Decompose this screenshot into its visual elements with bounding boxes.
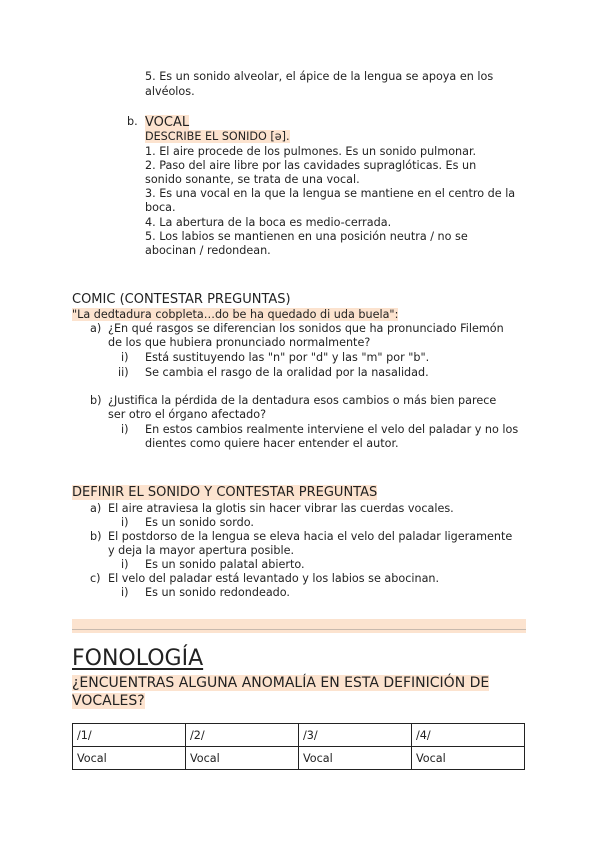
table-header-cell: /3/ (299, 724, 412, 747)
definir-a-text: El aire atraviesa la glotis sin hacer vibrar las cuerdas vocales. (108, 502, 454, 515)
definir-b-answer: Es un sonido palatal abierto. (145, 558, 305, 571)
fonologia-title: FONOLOGÍA (72, 646, 204, 671)
table-cell: Vocal (186, 747, 299, 770)
definir-b-i-marker: i) (121, 558, 129, 571)
vowels-table (72, 723, 525, 770)
comic-qb-marker: b) (90, 394, 102, 407)
definir-b-line2: y deja la mayor apertura posible. (108, 544, 295, 557)
comic-qa-answer-ii: Se cambia el rasgo de la oralidad por la nasalidad. (145, 366, 429, 379)
vocal-line-5: boca. (145, 201, 176, 214)
definir-b-marker: b) (90, 530, 102, 543)
definir-heading-text: DEFINIR EL SONIDO Y CONTESTAR PREGUNTAS (72, 485, 378, 500)
fonologia-question-line2: VOCALES? (72, 693, 145, 709)
comic-qa-ii-marker: ii) (118, 366, 129, 379)
table-row (73, 747, 525, 770)
definir-a-i-marker: i) (121, 516, 129, 529)
comic-qb-line2: ser otro el órgano afectado? (108, 408, 267, 421)
comic-qb-i-marker: i) (121, 423, 129, 436)
definir-c-text: El velo del paladar está levantado y los labios se abocinan. (108, 572, 440, 585)
vocal-line-2: 2. Paso del aire libre por las cavidades supraglóticas. Es un (145, 159, 477, 172)
table-header-cell: /4/ (412, 724, 525, 747)
vocal-subtitle-text: DESCRIBE EL SONIDO [ə]. (145, 130, 290, 143)
vocal-line-6: 4. La abertura de la boca es medio-cerrada. (145, 216, 392, 229)
comic-qa-answer-i: Está sustituyendo las "n" por "d" y las "m" por "b". (145, 351, 430, 364)
table-cell: Vocal (73, 747, 186, 770)
definir-a-marker: a) (90, 502, 102, 515)
vocal-line-8: abocinan / redondean. (145, 244, 271, 257)
vocal-subtitle (145, 130, 290, 144)
consonant-item-5-line1: 5. Es un sonido alveolar, el ápice de la lengua se apoya en los (145, 70, 494, 83)
table-header-cell: /2/ (186, 724, 299, 747)
fonologia-question-line1: ¿ENCUENTRAS ALGUNA ANOMALÍA EN ESTA DEFINICIÓN DE (72, 675, 490, 691)
comic-qb-line1: ¿Justifica la pérdida de la dentadura esos cambios o más bien parece (108, 394, 497, 407)
comic-qa-line2: de los que hubiera pronunciado normalmente? (108, 336, 371, 349)
vocal-line-4: 3. Es una vocal en la que la lengua se mantiene en el centro de la (145, 187, 516, 200)
table-cell: Vocal (299, 747, 412, 770)
table-header-cell: /1/ (73, 724, 186, 747)
vocal-heading (145, 115, 189, 131)
section-divider (72, 619, 526, 633)
comic-qa-marker: a) (90, 322, 102, 335)
definir-a-answer: Es un sonido sordo. (145, 516, 254, 529)
definir-heading (72, 485, 377, 501)
comic-qb-answer-i-line2: dientes como quiere hacer entender el autor. (145, 437, 399, 450)
comic-quote (72, 308, 398, 322)
comic-quote-text: "La dedtadura cobpleta…do be ha quedado di uda buela": (72, 308, 399, 321)
definir-c-answer: Es un sonido redondeado. (145, 586, 290, 599)
definir-c-i-marker: i) (121, 586, 129, 599)
definir-b-line1: El postdorso de la lengua se eleva hacia el velo del paladar ligeramente (108, 530, 513, 543)
vocal-heading-text: VOCAL (145, 115, 190, 130)
consonant-item-5-line2: alvéolos. (145, 85, 195, 98)
vocal-line-1: 1. El aire procede de los pulmones. Es un sonido pulmonar. (145, 145, 477, 158)
vocal-list-marker: b. (127, 115, 138, 128)
comic-qa-i-marker: i) (121, 351, 129, 364)
table-cell: Vocal (412, 747, 525, 770)
vocal-line-7: 5. Los labios se mantienen en una posición neutra / no se (145, 230, 468, 243)
vocal-line-3: sonido sonante, se trata de una vocal. (145, 173, 360, 186)
comic-heading: COMIC (CONTESTAR PREGUNTAS) (72, 292, 291, 307)
comic-qa-line1: ¿En qué rasgos se diferencian los sonidos que ha pronunciado Filemón (108, 322, 504, 335)
fonologia-question (72, 674, 489, 710)
comic-qb-answer-i-line1: En estos cambios realmente interviene el velo del paladar y no los (145, 423, 519, 436)
table-header-row (73, 724, 525, 747)
definir-c-marker: c) (90, 572, 101, 585)
